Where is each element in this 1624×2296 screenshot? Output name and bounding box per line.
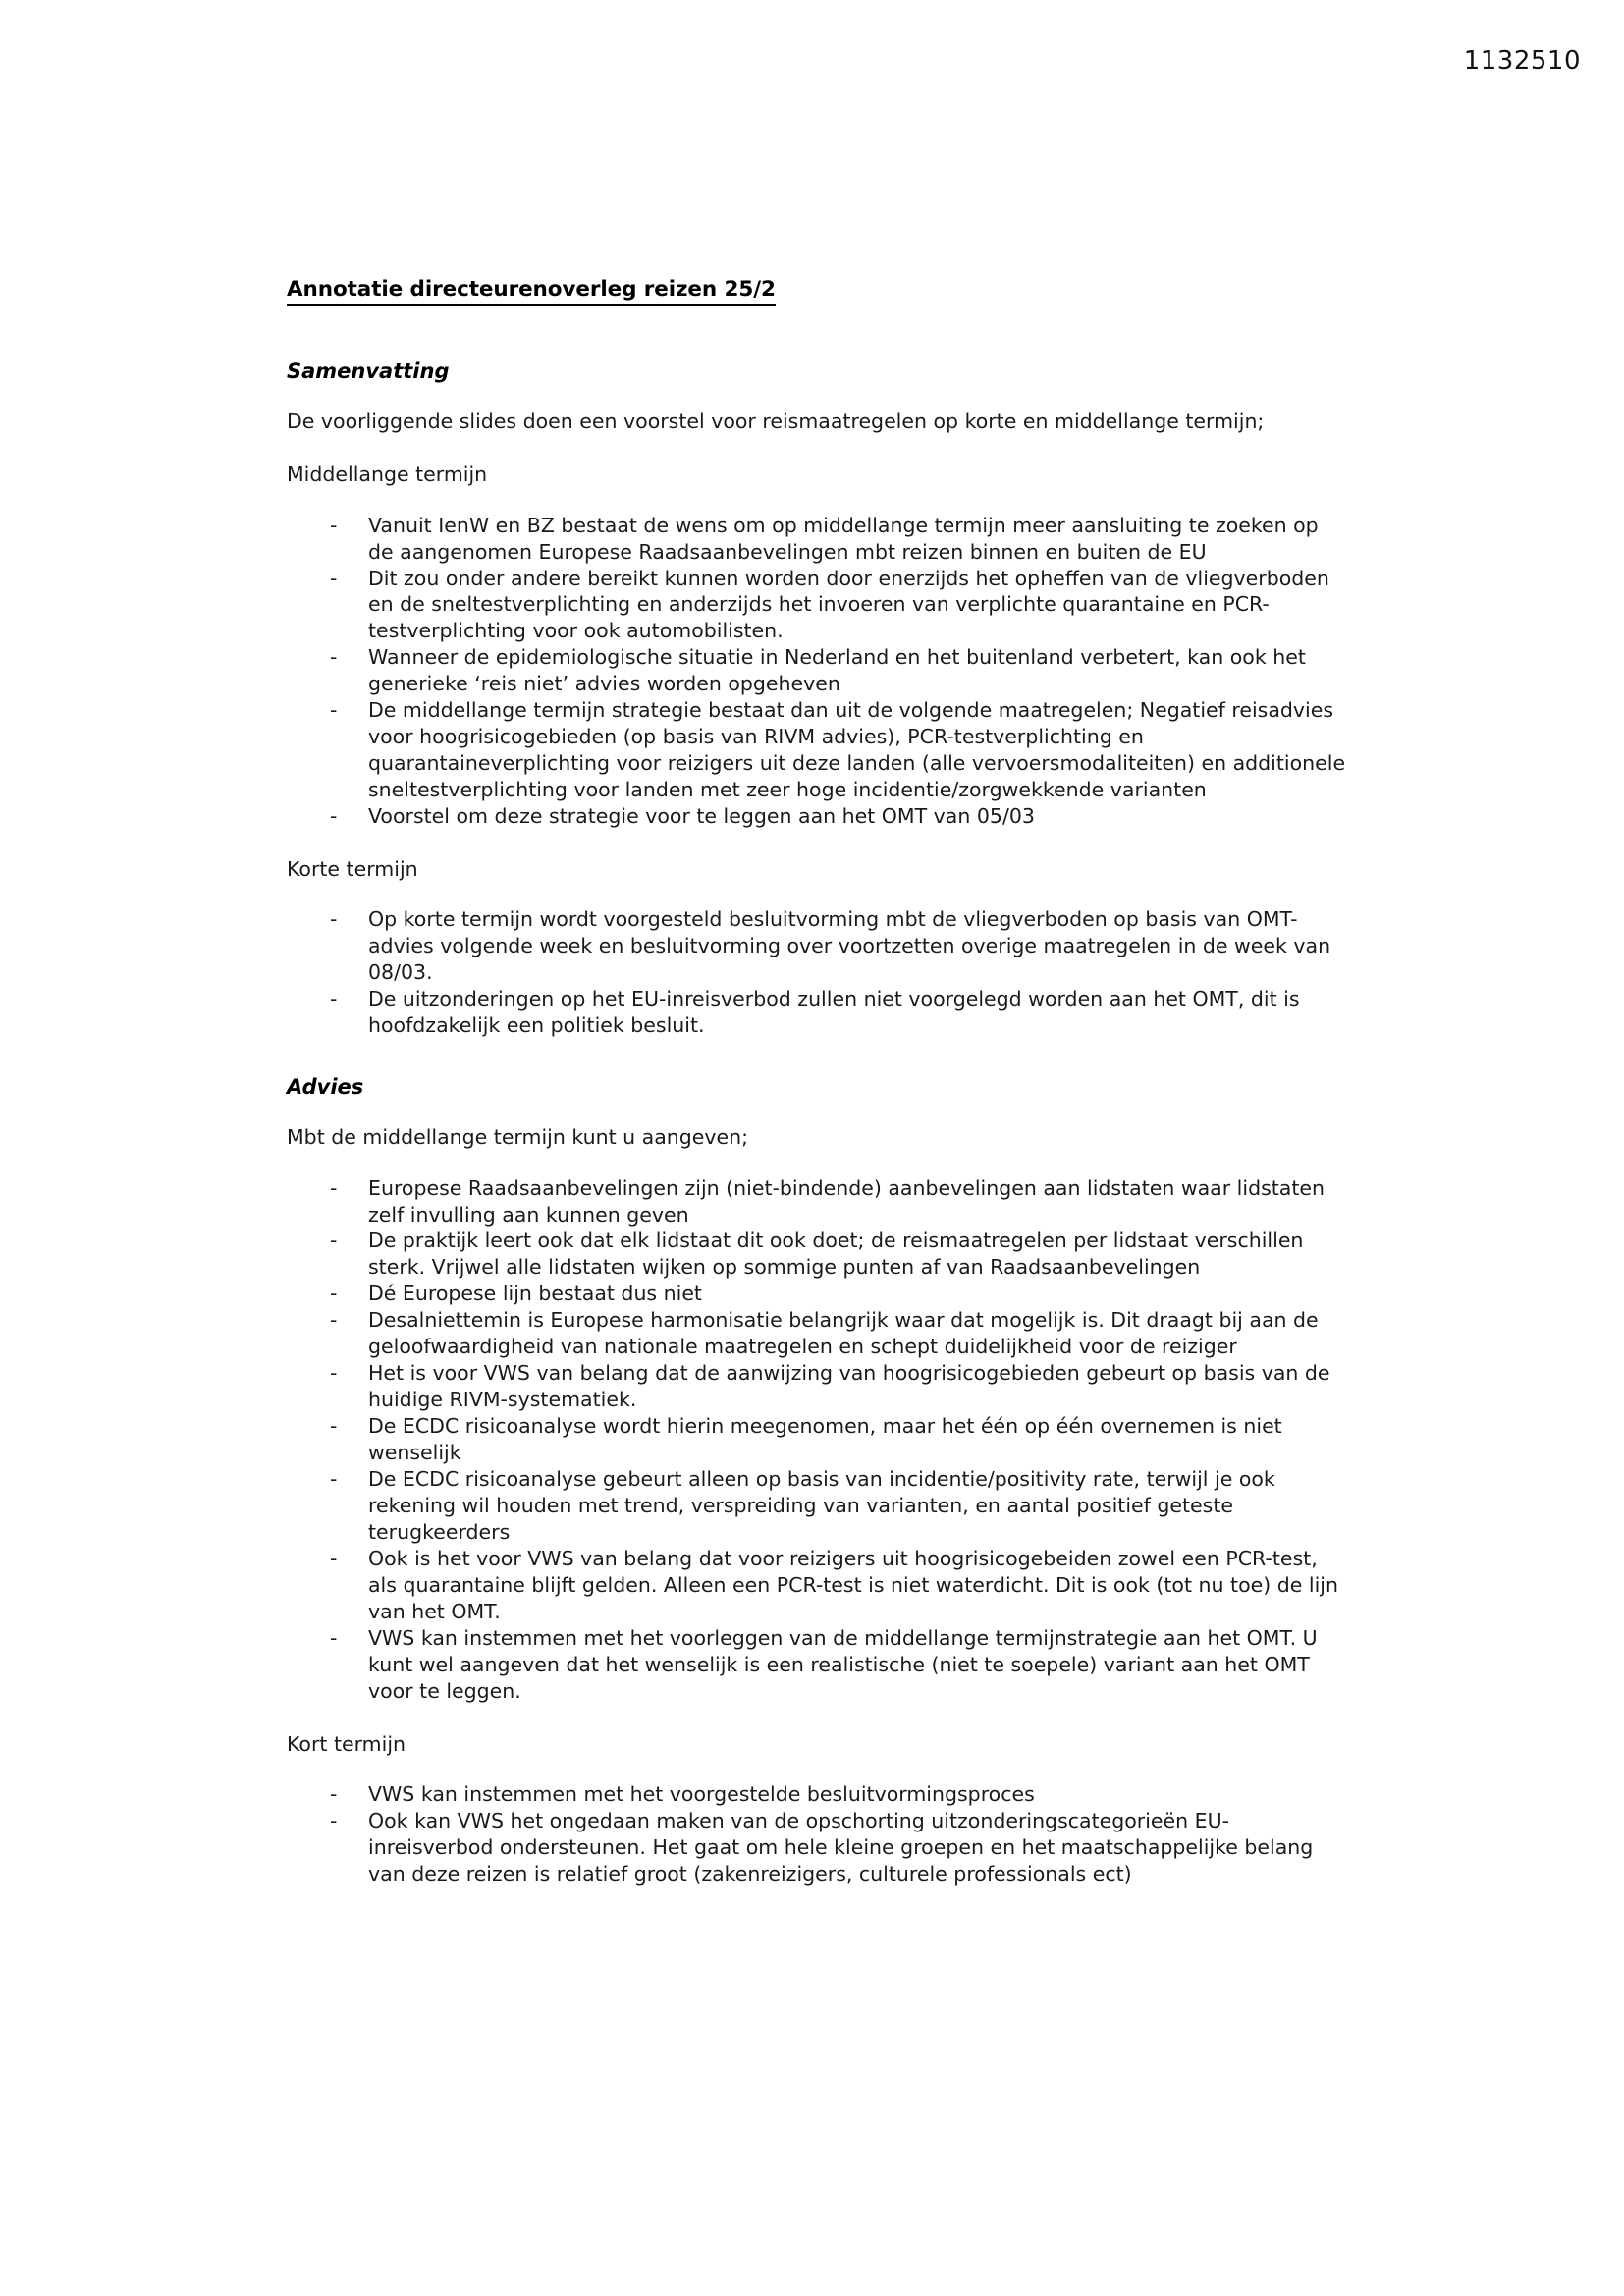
list-item-text: Op korte termijn wordt voorgesteld besluitvorming mbt de vliegverboden op basis van OMT-advies volgende week en besluitvorming over voortzetten overige maatregelen in de week van 08/03. [368,907,1331,985]
dash-bullet-icon: - [330,1546,338,1570]
list-item [287,1413,1347,1466]
document-reference-number: 1132510 [1463,46,1581,76]
list-item [287,1281,1347,1307]
list-item [287,906,1347,986]
middellange-termijn-list [287,513,1347,830]
section-heading-advies: Advies [287,1075,364,1100]
dash-bullet-icon: - [330,1282,338,1306]
section-heading-samenvatting: Samenvatting [287,358,450,383]
dash-bullet-icon: - [330,1308,338,1333]
list-item-text: De praktijk leert ook dat elk lidstaat dit ook doet; de reismaatregelen per lidstaat verschillen sterk. Vrijwel alle lidstaten wijken op sommige punten af van Raadsaanbevelingen [368,1229,1304,1280]
list-item-text: Vanuit IenW en BZ bestaat de wens om op middellange termijn meer aansluiting te zoeken op de aangenomen Europese Raadsaanbevelingen mbt reizen binnen en buiten de EU [368,513,1319,564]
list-item-text: VWS kan instemmen met het voorgestelde besluitvormingsproces [368,1781,1035,1806]
dash-bullet-icon: - [330,645,338,670]
list-item-text: De ECDC risicoanalyse gebeurt alleen op basis van incidentie/positivity rate, terwijl je ook rekening wil houden met trend, verspreiding van varianten, en aantal positief geteste terugkeerders [368,1467,1275,1544]
dash-bullet-icon: - [330,1361,338,1386]
dash-bullet-icon: - [330,1414,338,1439]
dash-bullet-icon: - [330,1625,338,1650]
dash-bullet-icon: - [330,1229,338,1253]
dash-bullet-icon: - [330,987,338,1011]
subheading-korte-termijn: Korte termijn [287,857,418,882]
advies-list [287,1175,1347,1705]
list-item-text: VWS kan instemmen met het voorleggen van de middellange termijnstrategie aan het OMT. U kunt wel aangeven dat het wenselijk is een realistische (niet te soepele) variant aan het OMT voor te leggen. [368,1625,1318,1703]
list-item [287,1175,1347,1229]
list-item-text: Voorstel om deze strategie voor te leggen aan het OMT van 05/03 [368,804,1035,829]
list-item-text: Europese Raadsaanbevelingen zijn (niet-bindende) aanbevelingen aan lidstaten waar lidstaten zelf invulling aan kunnen geven [368,1175,1326,1227]
page-title: Annotatie directeurenoverleg reizen 25/2 [287,277,776,306]
list-item [287,697,1347,803]
dash-bullet-icon: - [330,513,338,537]
list-item [287,1781,1347,1808]
dash-bullet-icon: - [330,1175,338,1200]
list-item [287,986,1347,1039]
subheading-middellange-termijn: Middellange termijn [287,463,488,487]
list-item-text: Wanneer de epidemiologische situatie in Nederland en het buitenland verbetert, kan ook het generieke ‘reis niet’ advies worden opgeheven [368,645,1306,696]
list-item [287,1228,1347,1281]
dash-bullet-icon: - [330,1467,338,1492]
list-item-text: Dé Europese lijn bestaat dus niet [368,1282,702,1306]
dash-bullet-icon: - [330,1808,338,1832]
list-item [287,1808,1347,1887]
list-item-text: Het is voor VWS van belang dat de aanwijzing van hoogrisicogebieden gebeurt op basis van de huidige RIVM-systematiek. [368,1361,1330,1412]
list-item [287,1360,1347,1413]
list-item-text: De uitzonderingen op het EU-inreisverbod zullen niet voorgelegd worden aan het OMT, dit is hoofdzakelijk een politiek besluit. [368,987,1300,1038]
list-item [287,513,1347,566]
list-item [287,1307,1347,1360]
list-item [287,566,1347,645]
list-item-text: Dit zou onder andere bereikt kunnen worden door enerzijds het opheffen van de vliegverboden en de sneltestverplichting en anderzijds het invoeren van verplichte quarantaine en PCR-testverplichting voor ook automobilisten. [368,566,1329,643]
korte-termijn-list [287,906,1347,1039]
dash-bullet-icon: - [330,566,338,590]
list-item [287,1546,1347,1625]
list-item [287,644,1347,697]
list-item [287,1466,1347,1546]
list-item-text: Ook is het voor VWS van belang dat voor reizigers uit hoogrisicogebeiden zowel een PCR-test, als quarantaine blijft gelden. Alleen een PCR-test is niet waterdicht. Dit is ook (tot nu toe) de lijn van het OMT. [368,1546,1338,1623]
list-item-text: Ook kan VWS het ongedaan maken van de opschorting uitzonderingscategorieën EU-inreisverbod ondersteunen. Het gaat om hele kleine groepen en het maatschappelijke belang van deze reizen is relatief groot (zakenreizigers, culturele professionals ect) [368,1808,1314,1886]
samenvatting-intro-paragraph: De voorliggende slides doen een voorstel voor reismaatregelen op korte en middellange termijn; [287,410,1265,434]
title-container [287,277,1347,333]
list-item-text: Desalniettemin is Europese harmonisatie belangrijk waar dat mogelijk is. Dit draagt bij aan de geloofwaardigheid van nationale maatregelen en schept duidelijkheid voor de reiziger [368,1308,1319,1359]
dash-bullet-icon: - [330,1781,338,1806]
kort-termijn-list [287,1781,1347,1887]
list-item [287,803,1347,830]
dash-bullet-icon: - [330,907,338,932]
dash-bullet-icon: - [330,804,338,829]
advies-intro-paragraph: Mbt de middellange termijn kunt u aangeven; [287,1125,749,1150]
list-item-text: De middellange termijn strategie bestaat dan uit de volgende maatregelen; Negatief reisadvies voor hoogrisicogebieden (op basis van RIVM advies), PCR-testverplichting en quarantaineverplichting voor reizigers uit deze landen (alle vervoersmodaliteiten) en additionele sneltestverplichting voor landen met zeer hoge incidentie/zorgwekkende varianten [368,698,1346,802]
list-item [287,1625,1347,1705]
list-item-text: De ECDC risicoanalyse wordt hierin meegenomen, maar het één op één overnemen is niet wenselijk [368,1414,1282,1465]
document-body [287,277,1347,1914]
subheading-kort-termijn: Kort termijn [287,1731,406,1756]
dash-bullet-icon: - [330,698,338,723]
